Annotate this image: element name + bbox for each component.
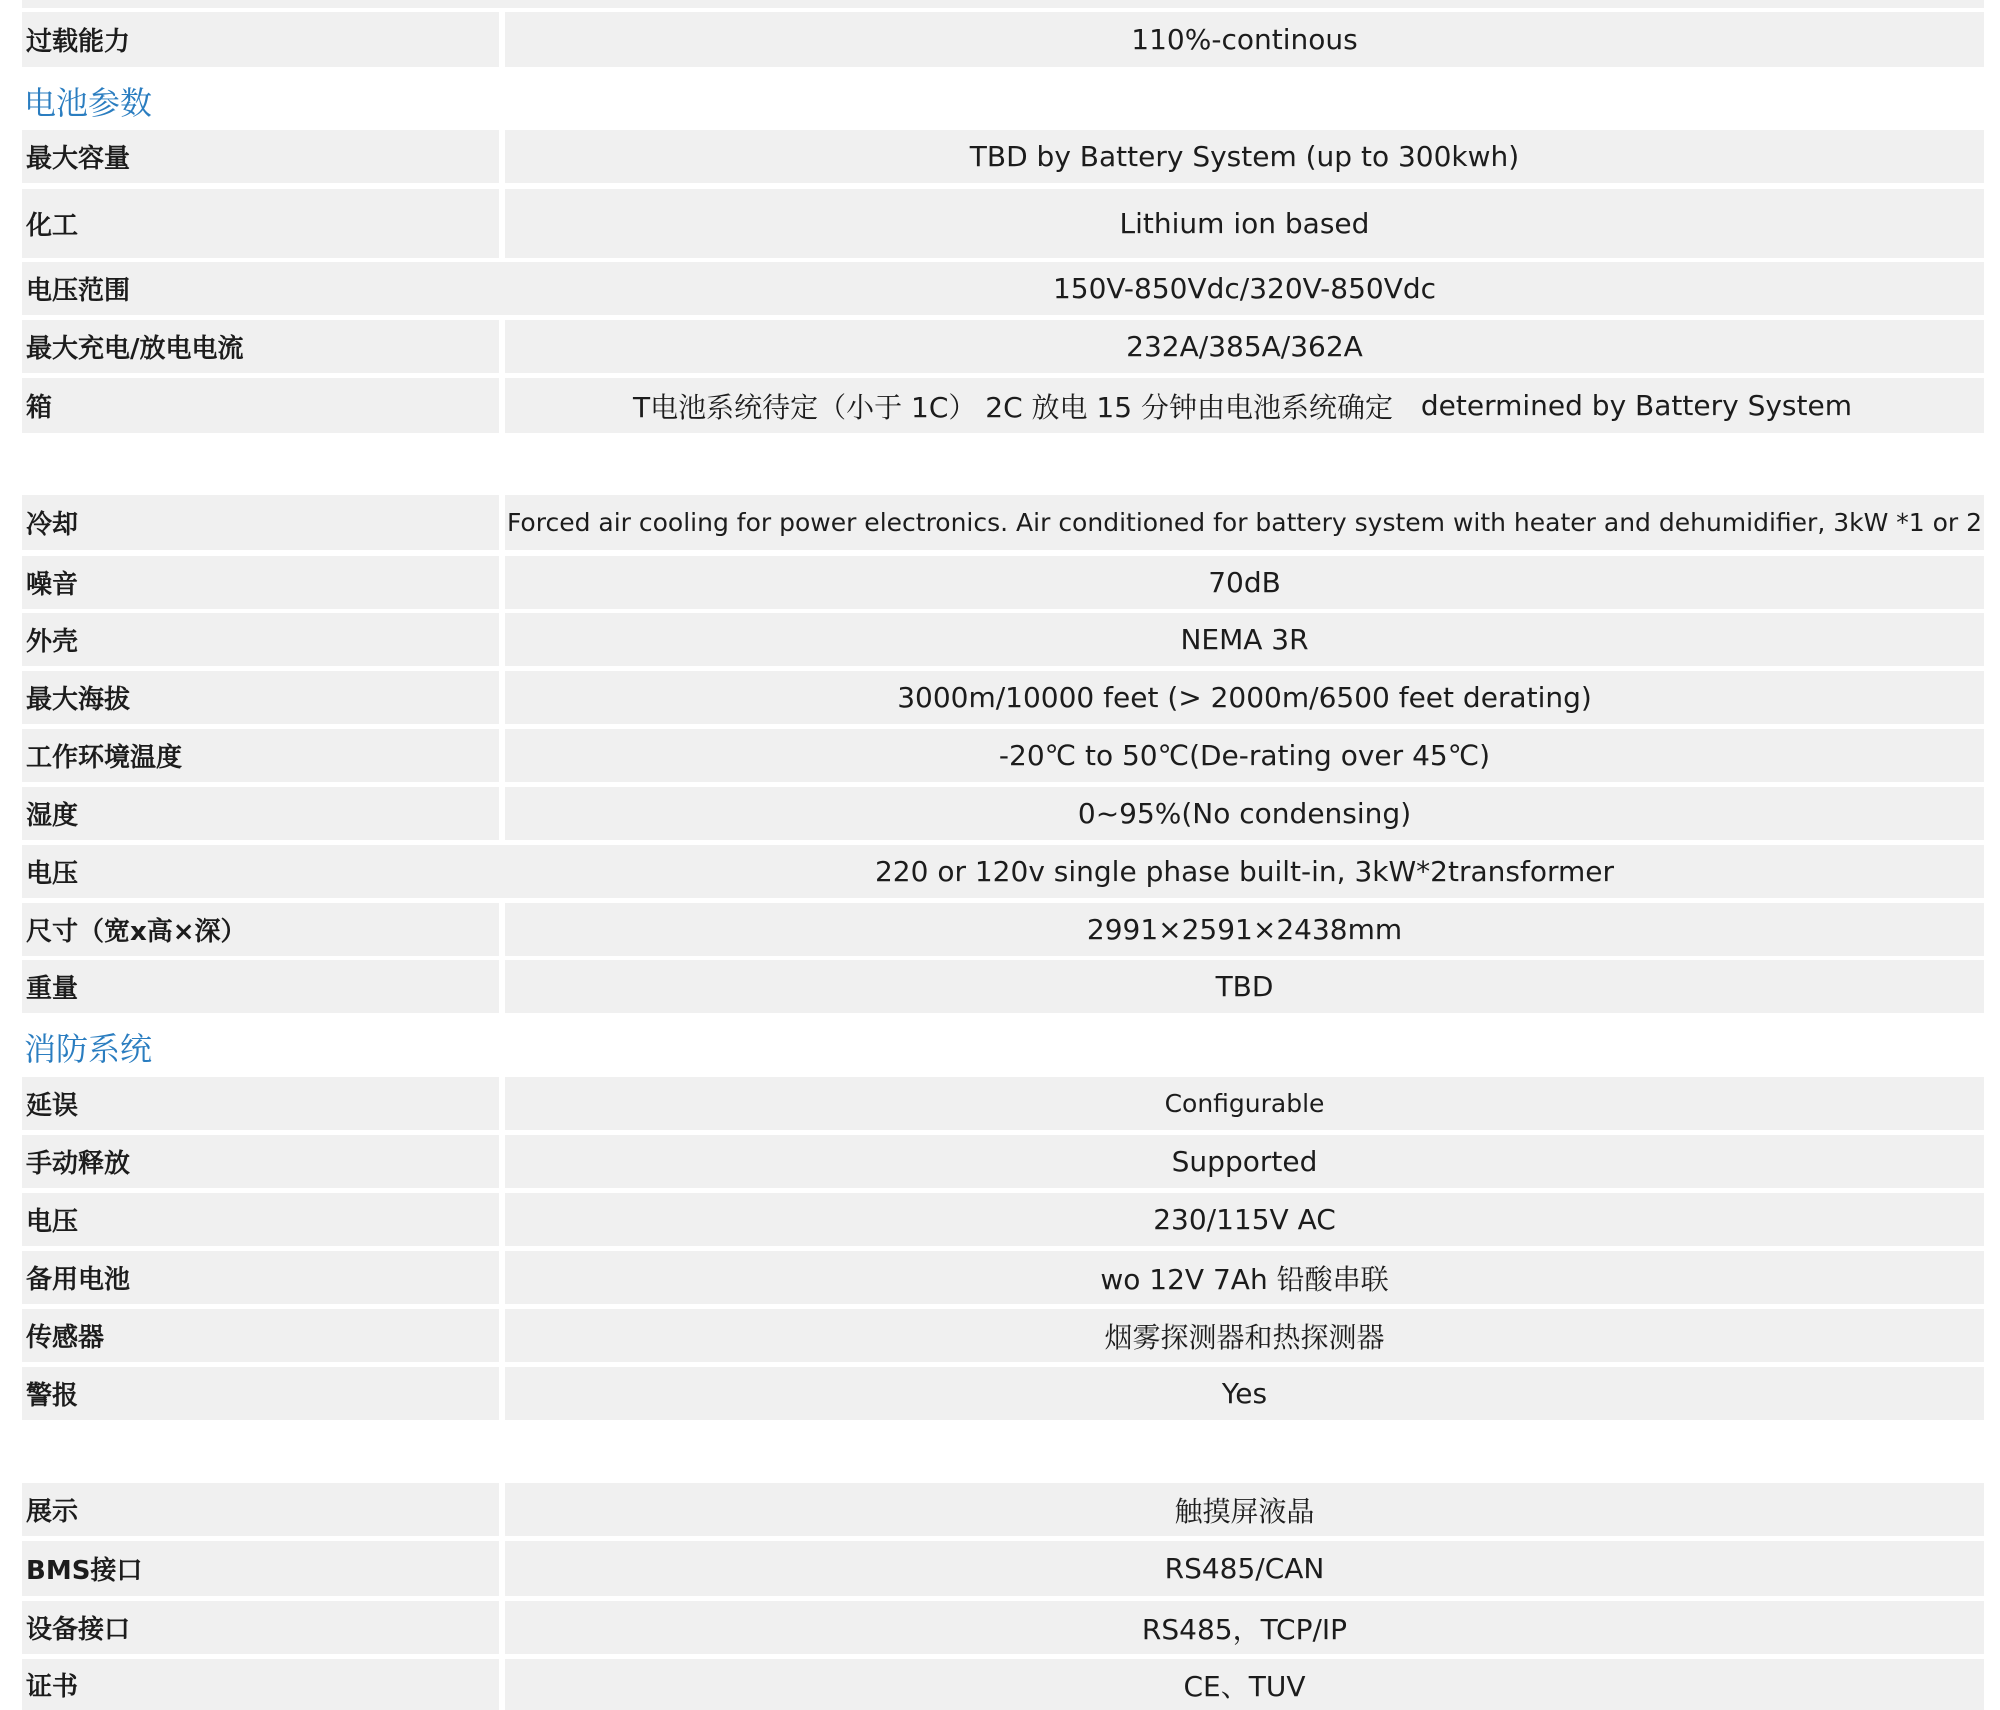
spec-row (22, 1309, 1984, 1362)
spec-value: TBD (505, 960, 1984, 1013)
section-title-battery: 电池参数 (24, 84, 153, 122)
spec-row (22, 189, 1984, 258)
spec-value: 0~95%(No condensing) (505, 787, 1984, 840)
spec-row (22, 1193, 1984, 1246)
spec-value: RS485/CAN (505, 1541, 1984, 1596)
spec-value: CE、TUV (505, 1659, 1984, 1710)
spec-label: 最大海拔 (22, 671, 499, 724)
spec-label: BMS接口 (22, 1541, 499, 1596)
spec-value: 150V-850Vdc/320V-850Vdc (505, 262, 1984, 315)
spec-value: Lithium ion based (505, 189, 1984, 258)
spec-row (22, 130, 1984, 183)
spec-row (22, 1541, 1984, 1596)
spec-label: 尺寸（宽x高×深） (22, 903, 499, 956)
spec-row (22, 787, 1984, 840)
spec-value: 110%-continous (505, 12, 1984, 67)
spec-row (22, 1077, 1984, 1130)
spec-row (22, 1251, 1984, 1304)
spec-row (22, 495, 1984, 550)
spec-value: Configurable (505, 1077, 1984, 1130)
spec-row (22, 1659, 1984, 1710)
spec-value: RS485，TCP/IP (505, 1601, 1984, 1654)
spec-row (22, 729, 1984, 782)
spec-value: 70dB (505, 556, 1984, 609)
spec-label: 箱 (22, 378, 499, 433)
spec-label: 警报 (22, 1367, 499, 1420)
spec-label: 展示 (22, 1483, 499, 1536)
spec-value: wo 12V 7Ah 铅酸串联 (505, 1251, 1984, 1304)
spec-row (22, 320, 1984, 373)
spec-value: Forced air cooling for power electronics. Air conditioned for battery system with heater and dehumidifier, 3kW *1 or 2 (505, 495, 1984, 550)
spec-value: Supported (505, 1135, 1984, 1188)
spec-row (22, 903, 1984, 956)
spec-row (22, 1367, 1984, 1420)
spec-value: NEMA 3R (505, 613, 1984, 666)
spec-row (22, 1601, 1984, 1654)
spec-value-left: T电池系统待定（小于 1C） 2C 放电 15 分钟由电池系统确定 (633, 390, 1393, 424)
spec-label: 电压 (22, 1193, 499, 1246)
spec-label: 外壳 (22, 613, 499, 666)
spec-label: 冷却 (22, 495, 499, 550)
spec-row (22, 262, 1984, 315)
spec-label: 湿度 (22, 787, 499, 840)
spec-row-overload (22, 12, 1984, 67)
spec-row (22, 671, 1984, 724)
spec-label: 化工 (22, 189, 499, 258)
spec-label: 最大容量 (22, 130, 499, 183)
spec-value (505, 378, 1984, 433)
spec-value: 3000m/10000 feet (> 2000m/6500 feet derating) (505, 671, 1984, 724)
spec-value: TBD by Battery System (up to 300kwh) (505, 130, 1984, 183)
spec-label: 噪音 (22, 556, 499, 609)
spec-value: 230/115V AC (505, 1193, 1984, 1246)
spec-label: 延误 (22, 1077, 499, 1130)
spec-label: 电压范围 (22, 262, 499, 315)
spec-value: 触摸屏液晶 (505, 1483, 1984, 1536)
spec-row (22, 960, 1984, 1013)
spec-value-right: determined by Battery System (1420, 389, 1852, 422)
spec-label: 最大充电/放电电流 (22, 320, 499, 373)
spec-row (22, 613, 1984, 666)
spec-label: 过载能力 (22, 12, 499, 67)
spec-label: 手动释放 (22, 1135, 499, 1188)
spec-value: Yes (505, 1367, 1984, 1420)
spec-value: 232A/385A/362A (505, 320, 1984, 373)
spec-label: 设备接口 (22, 1601, 499, 1654)
spec-row (22, 1483, 1984, 1536)
spec-row (22, 378, 1984, 433)
spec-row (22, 556, 1984, 609)
spec-label: 备用电池 (22, 1251, 499, 1304)
spec-row (22, 845, 1984, 898)
spec-label: 工作环境温度 (22, 729, 499, 782)
spec-value: 220 or 120v single phase built-in, 3kW*2transformer (505, 845, 1984, 898)
spec-row (22, 1135, 1984, 1188)
section-title-fire: 消防系统 (24, 1030, 153, 1068)
spec-label: 证书 (22, 1659, 499, 1710)
spec-value: -20℃ to 50℃(De-rating over 45℃) (505, 729, 1984, 782)
top-row-fragment (22, 0, 1984, 8)
spec-label: 电压 (22, 845, 499, 898)
spec-label: 重量 (22, 960, 499, 1013)
spec-value: 烟雾探测器和热探测器 (505, 1309, 1984, 1362)
spec-value: 2991×2591×2438mm (505, 903, 1984, 956)
spec-label: 传感器 (22, 1309, 499, 1362)
